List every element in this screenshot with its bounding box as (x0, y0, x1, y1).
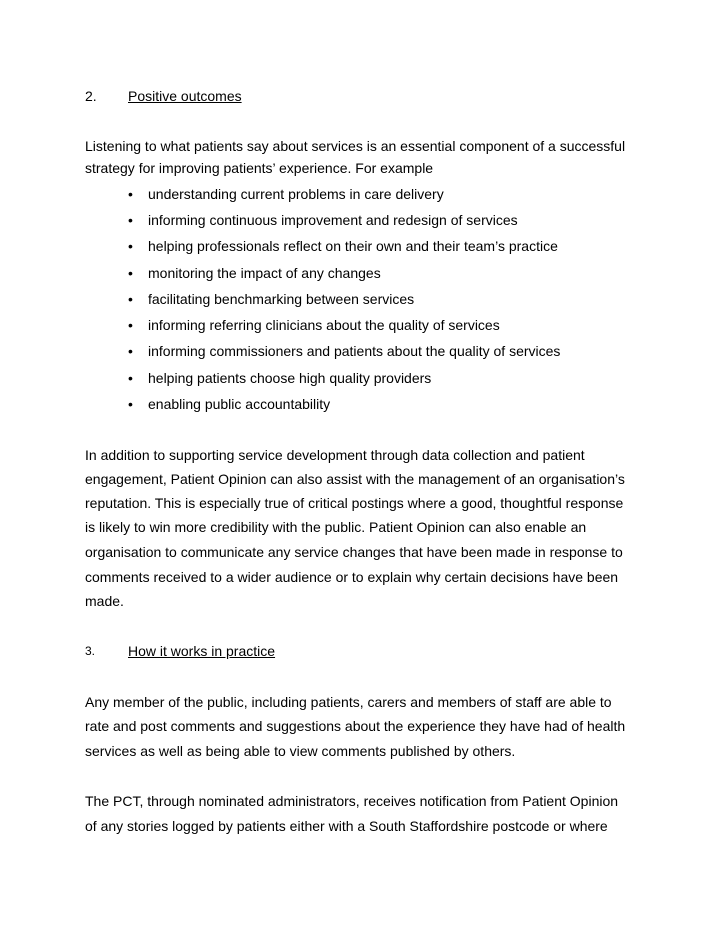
section-2-title: Positive outcomes (128, 88, 242, 104)
para-line-7: made. (85, 593, 124, 609)
s3-para1-line-3: services as well as being able to view comments published by others. (85, 743, 516, 759)
intro-line-1: Listening to what patients say about services is an essential component of a successful (85, 138, 626, 154)
bullet-icon: • (128, 317, 133, 333)
s3-para2-line-2: of any stories logged by patients either with a South Staffordshire postcode or where (85, 818, 608, 834)
bullet-text: facilitating benchmarking between services (148, 291, 415, 307)
bullet-icon: • (128, 396, 133, 412)
para-line-1: In addition to supporting service development through data collection and patient (85, 447, 585, 463)
s3-para1-line-2: rate and post comments and suggestions about the experience they have had of health (85, 718, 626, 734)
bullet-icon: • (128, 186, 133, 202)
bullet-text: understanding current problems in care delivery (148, 186, 444, 202)
para-line-6: comments received to a wider audience or to explain why certain decisions have been (85, 569, 619, 585)
bullet-icon: • (128, 370, 133, 386)
bullet-text: helping patients choose high quality providers (148, 370, 432, 386)
intro-line-2: strategy for improving patients’ experience. For example (85, 160, 434, 176)
bullet-icon: • (128, 212, 133, 228)
para-line-2: engagement, Patient Opinion can also assist with the management of an organisation’s (85, 471, 625, 487)
bullet-text: informing referring clinicians about the quality of services (148, 317, 500, 333)
bullet-icon: • (128, 291, 133, 307)
bullet-icon: • (128, 238, 133, 254)
para-line-5: organisation to communicate any service changes that have been made in response to (85, 544, 623, 560)
para-line-3: reputation. This is especially true of critical postings where a good, thoughtful response (85, 495, 624, 511)
para-line-4: is likely to win more credibility with the public. Patient Opinion can also enable an (85, 519, 587, 535)
section-3-title: How it works in practice (128, 643, 276, 659)
section-3-number: 3. (85, 644, 96, 658)
bullet-text: informing commissioners and patients about the quality of services (148, 343, 561, 359)
bullet-text: monitoring the impact of any changes (148, 265, 381, 281)
section-2-number: 2. (85, 88, 97, 104)
bullet-icon: • (128, 265, 133, 281)
bullet-text: informing continuous improvement and redesign of services (148, 212, 518, 228)
bullet-text: helping professionals reflect on their own and their team’s practice (148, 238, 558, 254)
s3-para2-line-1: The PCT, through nominated administrators, receives notification from Patient Opinion (85, 793, 619, 809)
bullet-icon: • (128, 343, 133, 359)
bullet-text: enabling public accountability (148, 396, 331, 412)
s3-para1-line-1: Any member of the public, including patients, carers and members of staff are able to (85, 694, 612, 710)
